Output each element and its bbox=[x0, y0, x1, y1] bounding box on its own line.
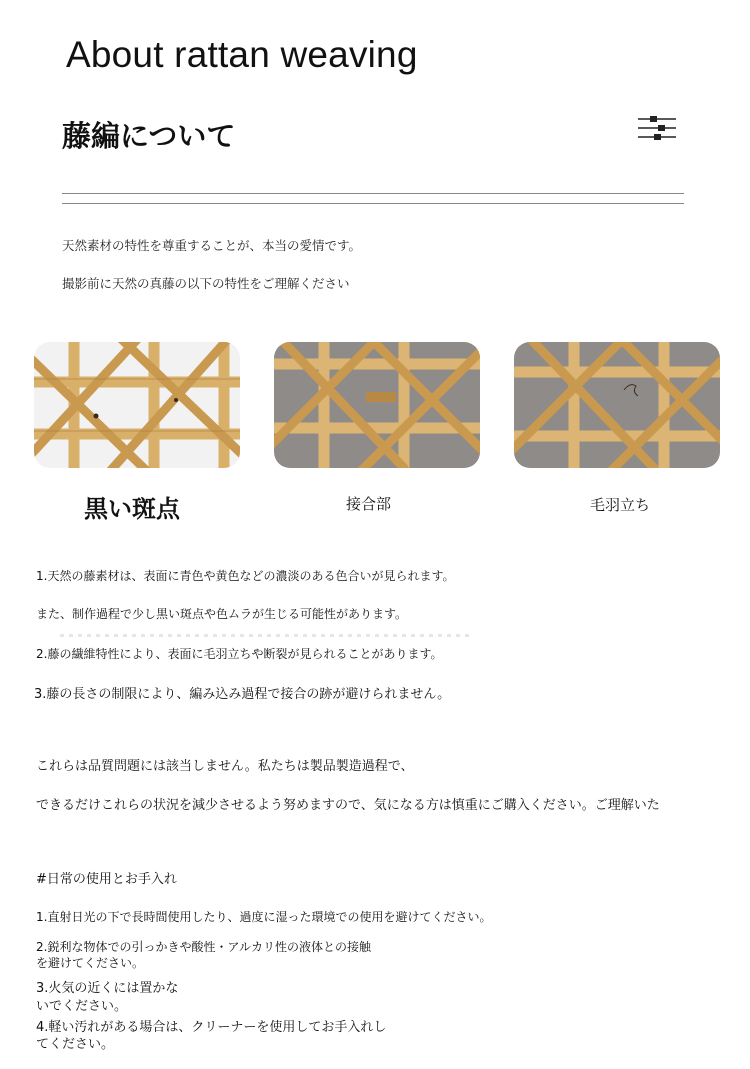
note-3: 3.藤の長さの制限により、編み込み過程で接合の跡が避けられません。 bbox=[34, 687, 451, 702]
care-item-4a: 4.軽い汚れがある場合は、クリーナーを使用してお手入れし bbox=[36, 1020, 387, 1035]
care-item-3b: いでください。 bbox=[36, 999, 128, 1014]
rattan-photo-black-spots bbox=[34, 342, 240, 468]
sliders-icon[interactable] bbox=[638, 114, 678, 146]
note-1: 1.天然の藤素材は、表面に青色や黄色などの濃淡のある色合いが見られます。 bbox=[36, 569, 455, 583]
faint-row bbox=[60, 634, 470, 637]
divider-top bbox=[62, 193, 684, 194]
care-heading: #日常の使用とお手入れ bbox=[36, 872, 177, 887]
note-2: 2.藤の繊維特性により、表面に毛羽立ちや断裂が見られることがあります。 bbox=[36, 647, 443, 661]
intro-line-1: 天然素材の特性を尊重することが、本当の愛情です。 bbox=[62, 238, 362, 253]
caption-fuzz: 毛羽立ち bbox=[590, 496, 651, 514]
caption-joint: 接合部 bbox=[346, 495, 392, 513]
note-1b: また、制作過程で少し黒い斑点や色ムラが生じる可能性があります。 bbox=[36, 607, 408, 621]
care-item-3a: 3.火気の近くには置かな bbox=[36, 981, 179, 996]
caption-black-spots: 黒い斑点 bbox=[84, 495, 180, 523]
intro-line-2: 撮影前に天然の真藤の以下の特性をご理解ください bbox=[62, 276, 350, 291]
paragraph-2: できるだけこれらの状況を減少させるよう努めますので、気になる方は慎重にご購入ください。ご理解いた bbox=[36, 798, 660, 813]
rattan-photo-fuzz bbox=[514, 342, 720, 468]
rattan-photo-joint bbox=[274, 342, 480, 468]
care-item-2a: 2.鋭利な物体での引っかきや酸性・アルカリ性の液体との接触 bbox=[36, 940, 371, 954]
page-title-en: About rattan weaving bbox=[66, 34, 418, 75]
care-item-4b: てください。 bbox=[36, 1037, 115, 1052]
care-item-2b: を避けてください。 bbox=[36, 956, 145, 970]
care-item-1: 1.直射日光の下で長時間使用したり、過度に湿った環境での使用を避けてください。 bbox=[36, 910, 492, 924]
paragraph-1: これらは品質問題には該当しません。私たちは製品製造過程で、 bbox=[36, 759, 414, 774]
page-title-jp: 藤編について bbox=[62, 119, 236, 153]
divider-bottom bbox=[62, 203, 684, 204]
